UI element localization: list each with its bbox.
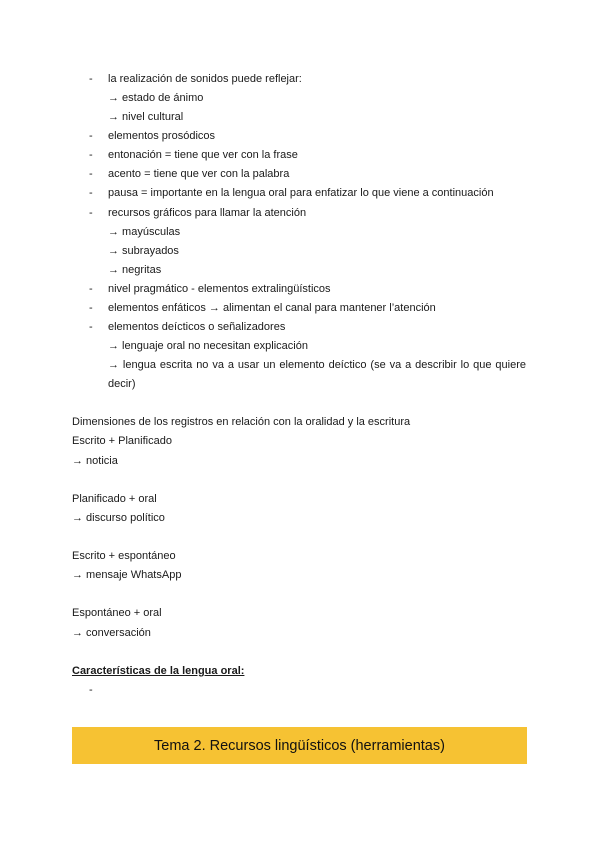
sub-item: → nivel cultural: [108, 111, 184, 123]
bullet-dash: -: [89, 283, 93, 295]
bullet-text: entonación = tiene que ver con la frase: [108, 149, 298, 161]
sub-item: → mayúsculas: [108, 226, 181, 238]
bullet-text: nivel pragmático - elementos extralingüísticos: [108, 283, 331, 295]
bullet-dash: -: [89, 187, 93, 199]
section-heading: Características de la lengua oral:: [72, 665, 245, 677]
topic-banner: [72, 727, 527, 764]
bullet-text: acento = tiene que ver con la palabra: [108, 168, 290, 180]
dimensions-intro: Dimensiones de los registros en relación con la oralidad y la escritura: [72, 416, 411, 428]
bullet-dash: -: [89, 684, 93, 696]
dimension-example: → discurso político: [72, 512, 165, 524]
sub-item: → estado de ánimo: [108, 92, 204, 104]
dimension-label: Planificado + oral: [72, 493, 157, 505]
sub-item-wrapped: → lengua escrita no va a usar un elemento deíctico (se va a describir lo que quiere decir): [108, 359, 526, 390]
bullet-dash: -: [89, 321, 93, 333]
bullet-dash: -: [89, 302, 93, 314]
dimension-example: → noticia: [72, 455, 118, 467]
dimension-label: Escrito + Planificado: [72, 435, 172, 447]
sub-item: → lenguaje oral no necesitan explicación: [108, 340, 308, 352]
bullet-text: elementos prosódicos: [108, 130, 216, 142]
dimension-example: → conversación: [72, 627, 151, 639]
bullet-dash: -: [89, 149, 93, 161]
dimension-label: Escrito + espontáneo: [72, 550, 176, 562]
sub-item: → negritas: [108, 264, 162, 276]
dimension-example: → mensaje WhatsApp: [72, 569, 182, 581]
bullet-text: la realización de sonidos puede reflejar:: [108, 73, 302, 85]
topic-title: Tema 2. Recursos lingüísticos (herramientas): [154, 737, 445, 754]
bullet-text: pausa = importante en la lengua oral para enfatizar lo que viene a continuación: [108, 187, 494, 199]
bullet-dash: -: [89, 168, 93, 180]
bullet-text: elementos enfáticos → alimentan el canal para mantener l’atención: [108, 302, 436, 314]
bullet-dash: -: [89, 207, 93, 219]
bullet-dash: -: [89, 73, 93, 85]
sub-item: → subrayados: [108, 245, 179, 257]
bullet-dash: -: [89, 130, 93, 142]
dimension-label: Espontáneo + oral: [72, 607, 162, 619]
bullet-text: elementos deícticos o señalizadores: [108, 321, 286, 333]
bullet-text: recursos gráficos para llamar la atención: [108, 207, 307, 219]
